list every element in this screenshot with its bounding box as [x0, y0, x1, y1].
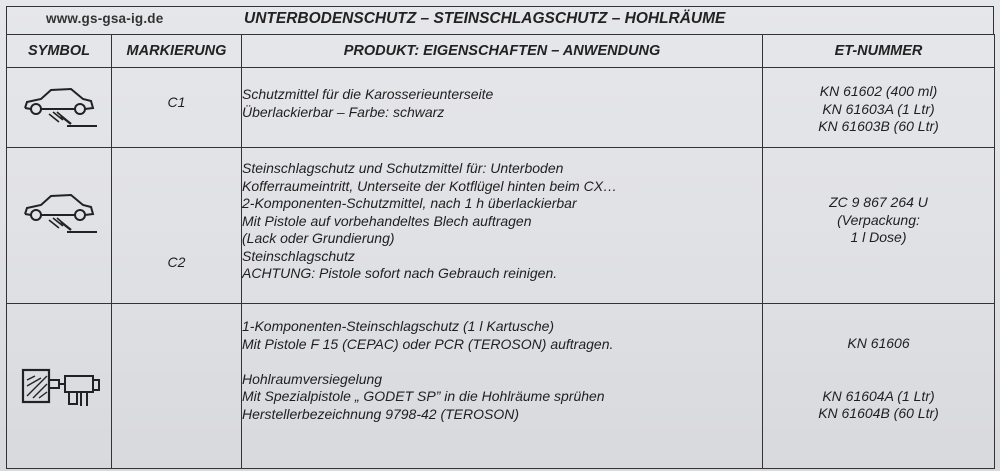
marking-cell [112, 304, 242, 469]
part-number: KN 61603B (60 Ltr) [818, 118, 939, 134]
product-cell [242, 148, 763, 304]
table-row [7, 148, 995, 304]
part-number: (Verpackung: [837, 211, 920, 228]
product-line: Mit Pistole auf vorbehandeltes Blech auftragen [242, 212, 532, 229]
marking-cell [112, 68, 242, 148]
column-header-part-number: ET-NUMMER [763, 35, 995, 68]
part-number-cell [763, 304, 995, 469]
part-number: KN 61603A (1 Ltr) [822, 100, 935, 117]
table-row [7, 304, 995, 469]
part-number [763, 370, 994, 388]
part-number-cell [763, 68, 995, 148]
column-header-product: PRODUKT: EIGENSCHAFTEN – ANWENDUNG [242, 35, 763, 68]
part-number: ZC 9 867 264 U [829, 194, 928, 210]
product-line: Steinschlagschutz [242, 247, 355, 264]
product-line: ACHTUNG: Pistole sofort nach Gebrauch reinigen. [242, 265, 558, 281]
part-number: KN 61602 (400 ml) [819, 83, 938, 99]
cavity-spray-gun-icon [21, 366, 101, 412]
car-underbody-spray-icon [19, 82, 99, 132]
product-line: 1-Komponenten-Steinschlagschutz (1 l Kartusche) [242, 318, 555, 334]
product-line: Schutzmittel für die Karosserieunterseite [242, 86, 494, 102]
part-number: KN 61604B (60 Ltr) [818, 405, 939, 421]
product-line: Kofferraumeintritt, Unterseite der Kotflügel hinten beim CX… [242, 177, 618, 194]
marking-cell [112, 148, 242, 304]
part-number: KN 61606 [847, 335, 910, 351]
table-row [7, 68, 995, 148]
product-line: Herstellerbezeichnung 9798-42 (TEROSON) [242, 405, 520, 422]
symbol-cell [7, 148, 112, 304]
part-number: KN 61604A (1 Ltr) [822, 387, 935, 404]
product-line: 2-Komponenten-Schutzmittel, nach 1 h überlackierbar [242, 195, 577, 211]
part-number-cell [763, 148, 995, 304]
product-table [6, 34, 995, 469]
product-line: Überlackierbar – Farbe: schwarz [242, 103, 445, 120]
product-line [242, 353, 762, 371]
marking-label: C1 [167, 94, 186, 110]
symbol-cell [7, 68, 112, 148]
marking-label: C2 [167, 254, 186, 270]
symbol-cell [7, 304, 112, 469]
product-line: Mit Pistole F 15 (CEPAC) oder PCR (TEROSON) auftragen. [242, 335, 614, 352]
table-header-row [7, 35, 995, 68]
website-url: www.gs-gsa-ig.de [46, 11, 164, 26]
document-title: UNTERBODENSCHUTZ – STEINSCHLAGSCHUTZ – HOHLRÄUME [244, 10, 726, 27]
product-cell [242, 68, 763, 148]
product-line: Steinschlagschutz und Schutzmittel für: Unterboden [242, 160, 564, 176]
part-number [763, 353, 994, 371]
product-line: Mit Spezialpistole „ GODET SP” in die Hohlräume sprühen [242, 388, 605, 404]
car-underbody-spray-icon [19, 188, 99, 238]
product-line: (Lack oder Grundierung) [242, 230, 395, 246]
product-line: Hohlraumversiegelung [242, 370, 383, 387]
column-header-marking: MARKIERUNG [112, 35, 242, 68]
part-number: 1 l Dose) [850, 229, 907, 245]
column-header-symbol: SYMBOL [7, 35, 112, 68]
product-cell [242, 304, 763, 469]
